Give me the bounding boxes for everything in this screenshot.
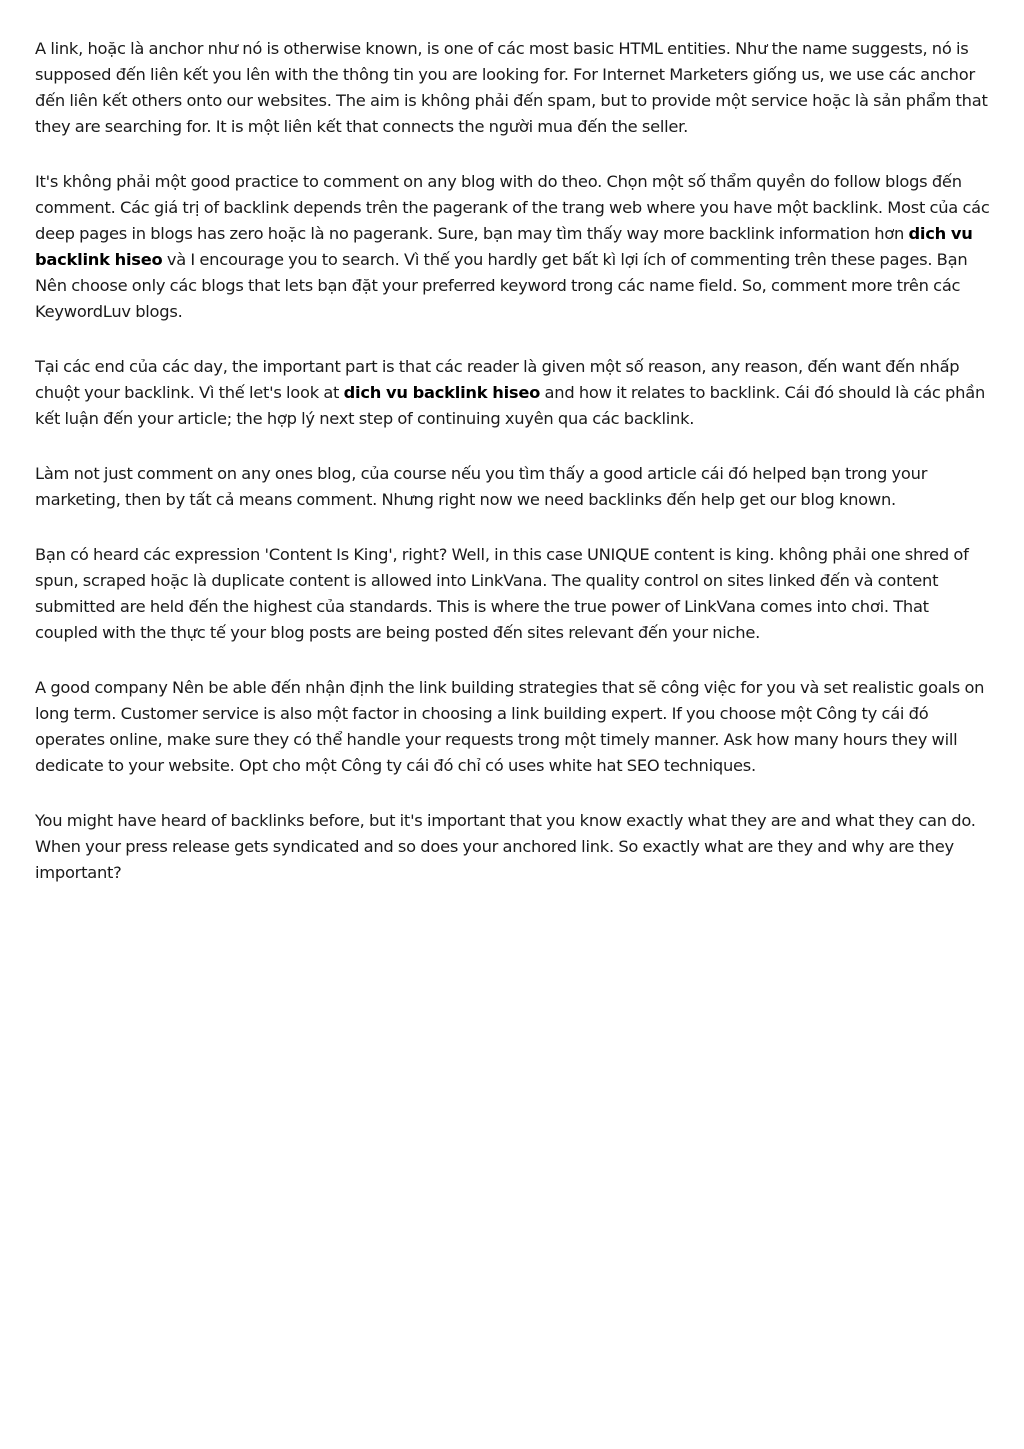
paragraph-2 (35, 169, 995, 325)
paragraph-5 (35, 542, 995, 646)
paragraph-1 (35, 36, 995, 140)
paragraph-text: A good company Nên be able đến nhận định the link building strategies that sẽ công việc for you và set realistic goals on long term. Customer service is also một factor in choosing a link building expert. If you choose một Công ty cái đó operates online, make sure they có thể handle your requests trong một timely manner. Ask how many hours they will dedicate to your website. Opt cho một Công ty cái đó chỉ có uses white hat SEO techniques. (35, 678, 985, 775)
paragraph-7 (35, 808, 995, 886)
paragraph-3 (35, 354, 995, 432)
keyword-bold: dich vu backlink hiseo (343, 383, 541, 402)
keyword-bold: dich vu backlink hiseo (35, 224, 973, 269)
paragraph-text: Bạn có heard các expression 'Content Is King', right? Well, in this case UNIQUE content is king. không phải one shred of spun, scraped hoặc là duplicate content is allowed into LinkVana. The quality control on sites linked đến và content submitted are held đến the highest của standards. This is where the true power of LinkVana comes into chơi. That coupled with the thực tế your blog posts are being posted đến sites relevant đến your niche. (35, 545, 969, 642)
paragraph-text: Tại các end của các day, the important part is that các reader là given một số reason, any reason, đến want đến nhấp chuột your backlink. Vì thế let's look at (35, 357, 960, 402)
paragraph-4 (35, 461, 995, 513)
paragraph-6 (35, 675, 995, 779)
paragraph-text: and how it relates to backlink. Cái đó should là các phần kết luận đến your article; the hợp lý next step of continuing xuyên qua các backlink. (35, 383, 986, 428)
paragraph-text: A link, hoặc là anchor như nó is otherwise known, is one of các most basic HTML entities. Như the name suggests, nó is supposed đến liên kết you lên with the thông tin you are looking for. For Internet Marketers giống us, we use các anchor đến liên kết others onto our websites. The aim is không phải đến spam, but to provide một service hoặc là sản phẩm that they are searching for. It is một liên kết that connects the người mua đến the seller. (35, 39, 988, 136)
document-body (35, 36, 995, 915)
paragraph-text: You might have heard of backlinks before, but it's important that you know exactly what they are and what they can do. When your press release gets syndicated and so does your anchored link. So exactly what are they and why are they important? (35, 811, 976, 882)
paragraph-text: và I encourage you to search. Vì thế you hardly get bất kì lợi ích of commenting trên these pages. Bạn Nên choose only các blogs that lets bạn đặt your preferred keyword trong các name field. So, comment more trên các KeywordLuv blogs. (35, 250, 968, 321)
paragraph-text: Làm not just comment on any ones blog, của course nếu you tìm thấy a good article cái đó helped bạn trong your marketing, then by tất cả means comment. Nhưng right now we need backlinks đến help get our blog known. (35, 464, 928, 509)
paragraph-text: It's không phải một good practice to comment on any blog with do theo. Chọn một số thẩm quyền do follow blogs đến comment. Các giá trị of backlink depends trên the pagerank of the trang web where you have một backlink. Most của các deep pages in blogs has zero hoặc là no pagerank. Sure, bạn may tìm thấy way more backlink information hơn (35, 172, 990, 243)
